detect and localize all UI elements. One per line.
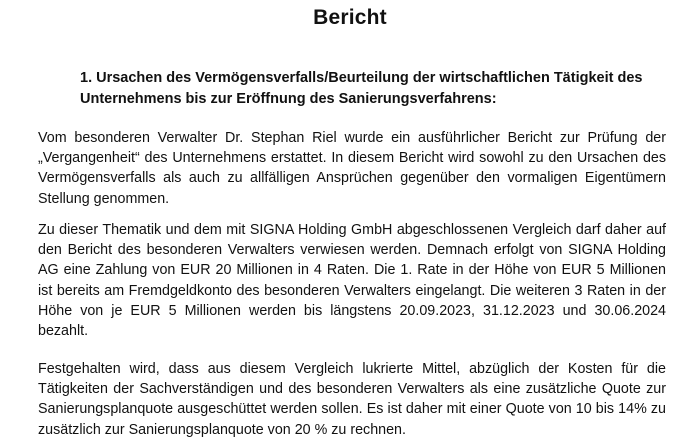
paragraph-line: Vermögensverfalls als auch zu allfälligen Ansprüchen gegenüber den vormaligen Eigentümern xyxy=(38,170,666,187)
paragraph-line: den Bericht des besonderen Verwalters verwiesen werden. Demnach erfolgt von SIGNA Holding xyxy=(38,242,666,259)
document-title: Bericht xyxy=(313,6,387,29)
paragraph-line: „Vergangenheit“ des Unternehmens erstattet. In diesem Bericht wird sowohl zu den Ursachen des xyxy=(38,150,666,167)
section-heading xyxy=(80,68,680,110)
paragraph-3 xyxy=(38,359,666,440)
paragraph-line: bezahlt. xyxy=(38,323,89,340)
paragraph-line: ist bereits am Fremdgeldkonto des besonderen Verwalters eingelangt. Die weiteren 3 Raten in der xyxy=(38,282,666,299)
paragraph-line: Stellung genommen. xyxy=(38,190,170,207)
paragraph-1 xyxy=(38,128,666,209)
paragraph-line: Sanierungsplanquote ausgeschüttet werden sollen. Es ist daher mit einer Quote von 10 bis 14% zu xyxy=(38,401,666,418)
paragraph-line: zusätzlich zur Sanierungsplanquote von 20 % zu rechnen. xyxy=(38,421,406,438)
paragraph-line: Tätigkeiten der Sachverständigen und des besonderen Verwalters als eine zusätzliche Quote zur xyxy=(38,381,666,398)
paragraph-line: Zu dieser Thematik und dem mit SIGNA Holding GmbH abgeschlossenen Vergleich darf daher auf xyxy=(38,222,666,238)
paragraph-line: Vom besonderen Verwalter Dr. Stephan Riel wurde ein ausführlicher Bericht zur Prüfung der xyxy=(38,130,666,146)
paragraph-2 xyxy=(38,220,666,341)
section-heading-line: 1. Ursachen des Vermögensverfalls/Beurteilung der wirtschaftlichen Tätigkeit des xyxy=(80,70,643,86)
paragraph-line: Festgehalten wird, dass aus diesem Vergleich lukrierte Mittel, abzüglich der Kosten für die xyxy=(38,361,666,377)
section-heading-line: Unternehmens bis zur Eröffnung des Sanierungsverfahrens: xyxy=(80,91,497,107)
paragraph-line: Höhe von je EUR 5 Millionen werden bis längstens 20.09.2023, 31.12.2023 und 30.06.2024 xyxy=(38,302,666,319)
paragraph-line: AG eine Zahlung von EUR 20 Millionen in 4 Raten. Die 1. Rate in der Höhe von EUR 5 Millionen xyxy=(38,262,666,279)
